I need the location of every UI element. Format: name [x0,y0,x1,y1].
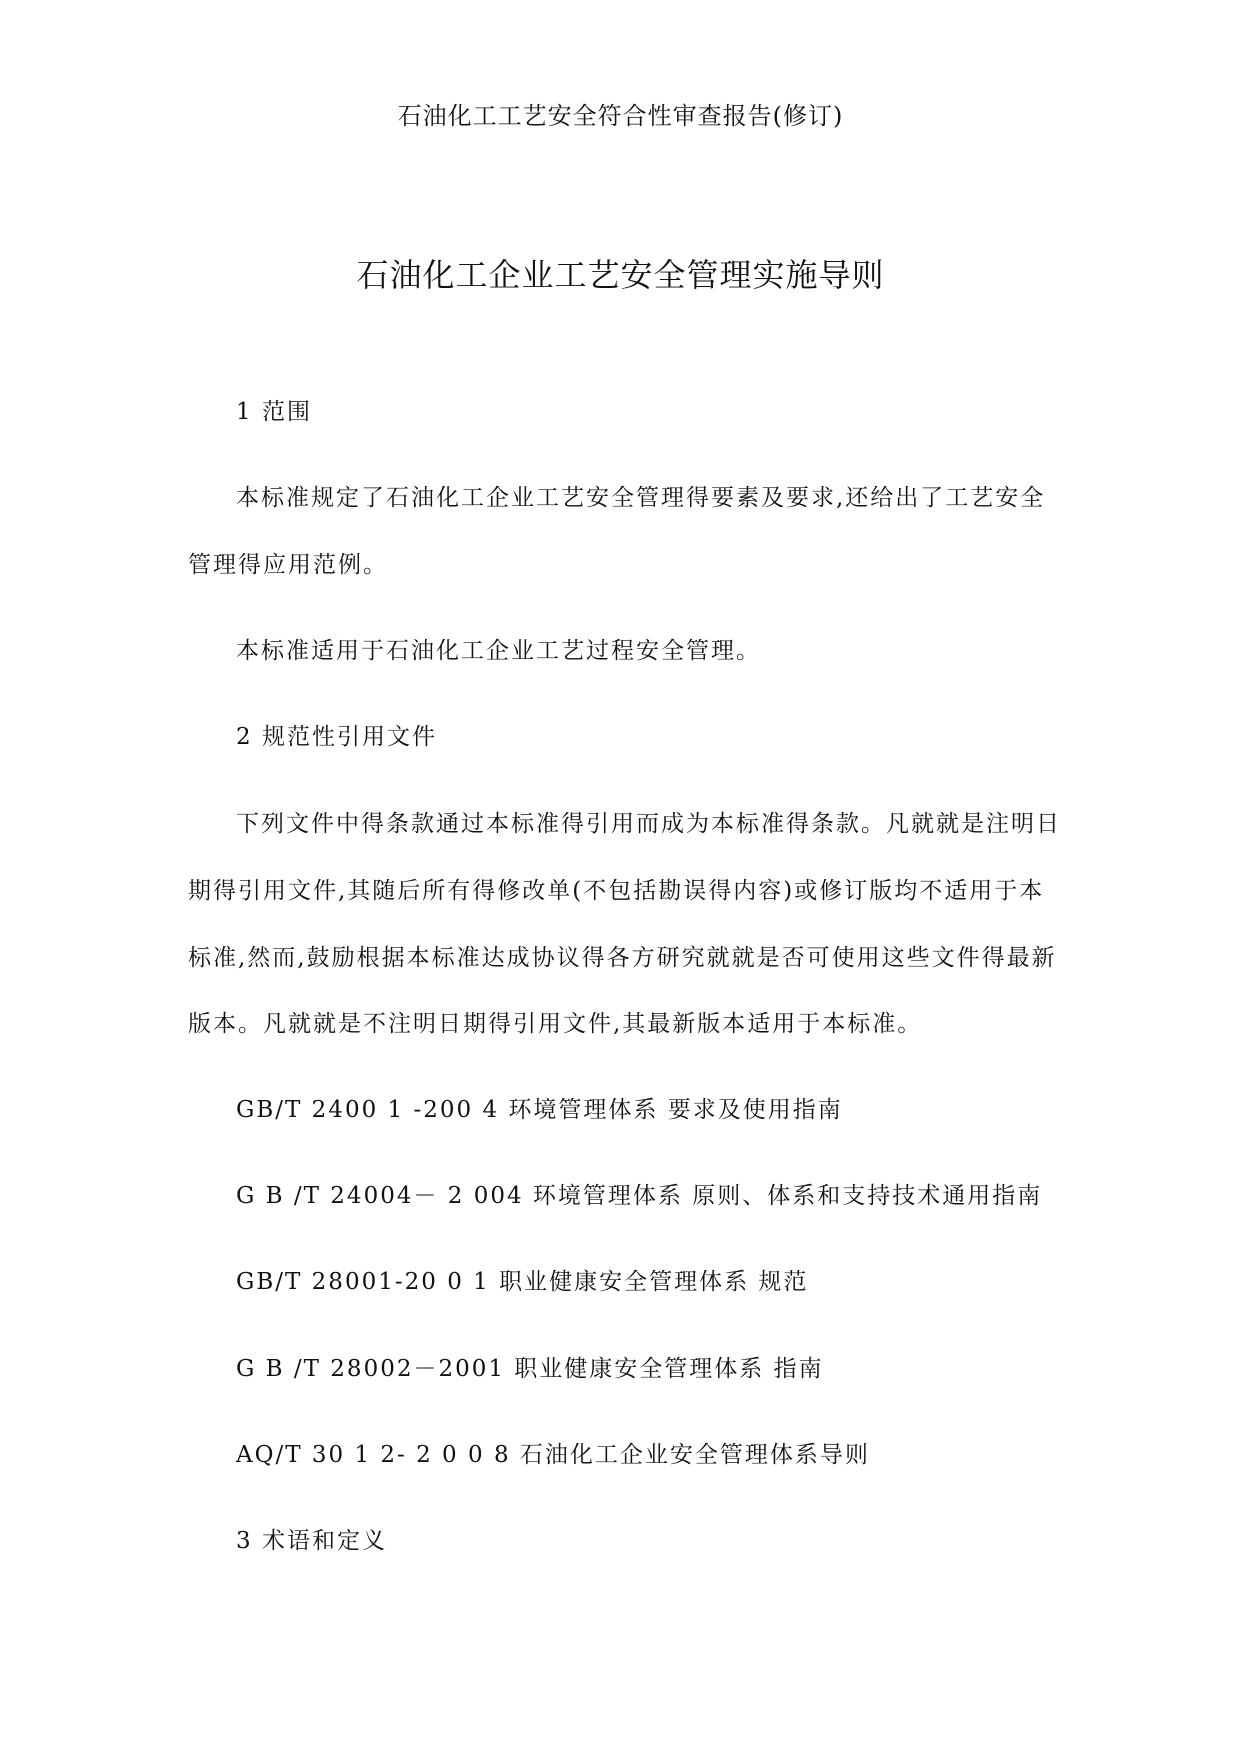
section-2-heading: 2 规范性引用文件 [236,724,437,750]
reference-item: G B /T 24004－ 2 004 环境管理体系 原则、体系和支持技术通用指南 [236,1183,1043,1209]
section-2-paragraph-line-2: 期得引用文件,其随后所有得修改单(不包括勘误得内容)或修订版均不适用于本 [188,878,1045,904]
section-2-paragraph-line-1: 下列文件中得条款通过本标准得引用而成为本标准得条款。凡就就是注明日 [236,811,1061,837]
section-3-heading: 3 术语和定义 [236,1528,387,1554]
running-header: 石油化工工艺安全符合性审查报告(修订) [397,102,844,130]
section-1-paragraph-2: 本标准适用于石油化工企业工艺过程安全管理。 [236,638,761,664]
section-1-paragraph-1-line-2: 管理得应用范例。 [188,552,388,578]
section-2-paragraph-line-4: 版本。凡就就是不注明日期得引用文件,其最新版本适用于本标准。 [188,1011,923,1037]
reference-item: GB/T 28001-20 0 1 职业健康安全管理体系 规范 [236,1269,809,1295]
reference-item: GB/T 2400 1 -200 4 环境管理体系 要求及使用指南 [236,1097,843,1123]
section-1-paragraph-1-line-1: 本标准规定了石油化工企业工艺安全管理得要素及要求,还给出了工艺安全 [236,485,1046,511]
reference-item: AQ/T 30 1 2- 2 0 0 8 石油化工企业安全管理体系导则 [236,1442,870,1468]
section-2-paragraph-line-3: 标准,然而,鼓励根据本标准达成协议得各方研究就就是否可使用这些文件得最新 [188,945,1057,971]
document-title: 石油化工企业工艺安全管理实施导则 [356,256,885,294]
section-1-heading: 1 范围 [236,399,312,425]
reference-item: G B /T 28002－2001 职业健康安全管理体系 指南 [236,1356,824,1382]
